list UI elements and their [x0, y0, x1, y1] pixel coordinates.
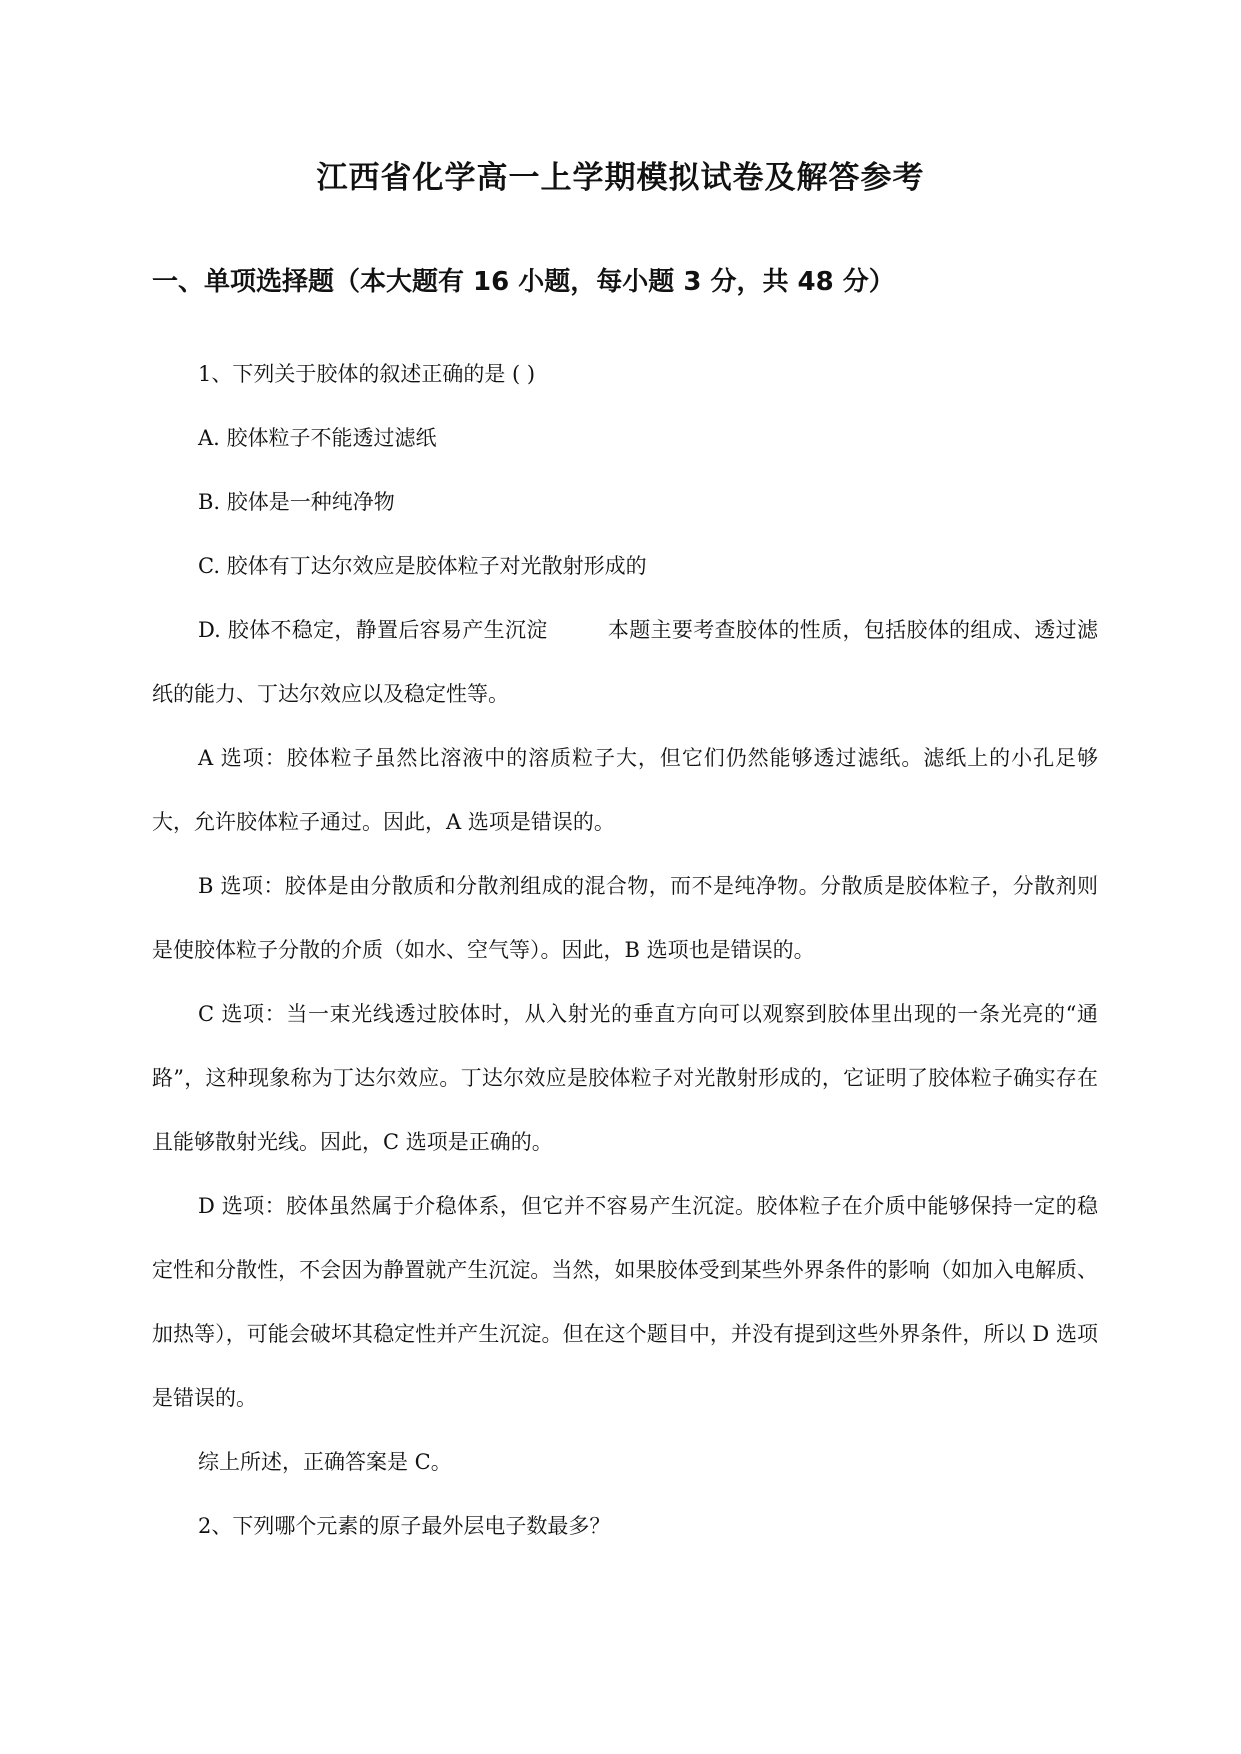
question-1-option-d-with-intro — [152, 598, 1098, 726]
question-1-explanation-c: C 选项：当一束光线透过胶体时，从入射光的垂直方向可以观察到胶体里出现的一条光亮的“通路”，这种现象称为丁达尔效应。丁达尔效应是胶体粒子对光散射形成的，它证明了胶体粒子确实存在且能够散射光线。因此，C 选项是正确的。 — [152, 1002, 1098, 1154]
document-title: 江西省化学高一上学期模拟试卷及解答参考 — [316, 160, 925, 196]
question-1-option-d: D. 胶体不稳定，静置后容易产生沉淀 — [198, 618, 548, 642]
question-1-explanation-b: B 选项：胶体是由分散质和分散剂组成的混合物，而不是纯净物。分散质是胶体粒子，分散剂则是使胶体粒子分散的介质（如水、空气等）。因此，B 选项也是错误的。 — [152, 874, 1098, 962]
section-heading: 一、单项选择题（本大题有 16 小题，每小题 3 分，共 48 分） — [152, 267, 895, 297]
question-1-explanation-intro: 本题主要考查胶体的性质，包括胶体的组成、透过滤纸的能力、丁达尔效应以及稳定性等。 — [152, 618, 1098, 706]
question-2-stem: 2、下列哪个元素的原子最外层电子数最多？ — [198, 1514, 611, 1538]
question-1-explanation-a: A 选项：胶体粒子虽然比溶液中的溶质粒子大，但它们仍然能够透过滤纸。滤纸上的小孔足够大，允许胶体粒子通过。因此，A 选项是错误的。 — [152, 746, 1098, 834]
question-1-explanation-d: D 选项：胶体虽然属于介稳体系，但它并不容易产生沉淀。胶体粒子在介质中能够保持一定的稳定性和分散性，不会因为静置就产生沉淀。当然，如果胶体受到某些外界条件的影响（如加入电解质、加热等），可能会破坏其稳定性并产生沉淀。但在这个题目中，并没有提到这些外界条件，所以 D 选项是错误的。 — [152, 1194, 1098, 1410]
question-1-stem: 1、下列关于胶体的叙述正确的是 ( ) — [198, 362, 536, 386]
question-content — [152, 342, 1098, 1558]
question-1-option-a: A. 胶体粒子不能透过滤纸 — [198, 426, 437, 450]
question-1-option-c: C. 胶体有丁达尔效应是胶体粒子对光散射形成的 — [198, 554, 647, 578]
question-1-conclusion: 综上所述，正确答案是 C。 — [198, 1450, 452, 1474]
question-1-option-b: B. 胶体是一种纯净物 — [198, 490, 395, 514]
